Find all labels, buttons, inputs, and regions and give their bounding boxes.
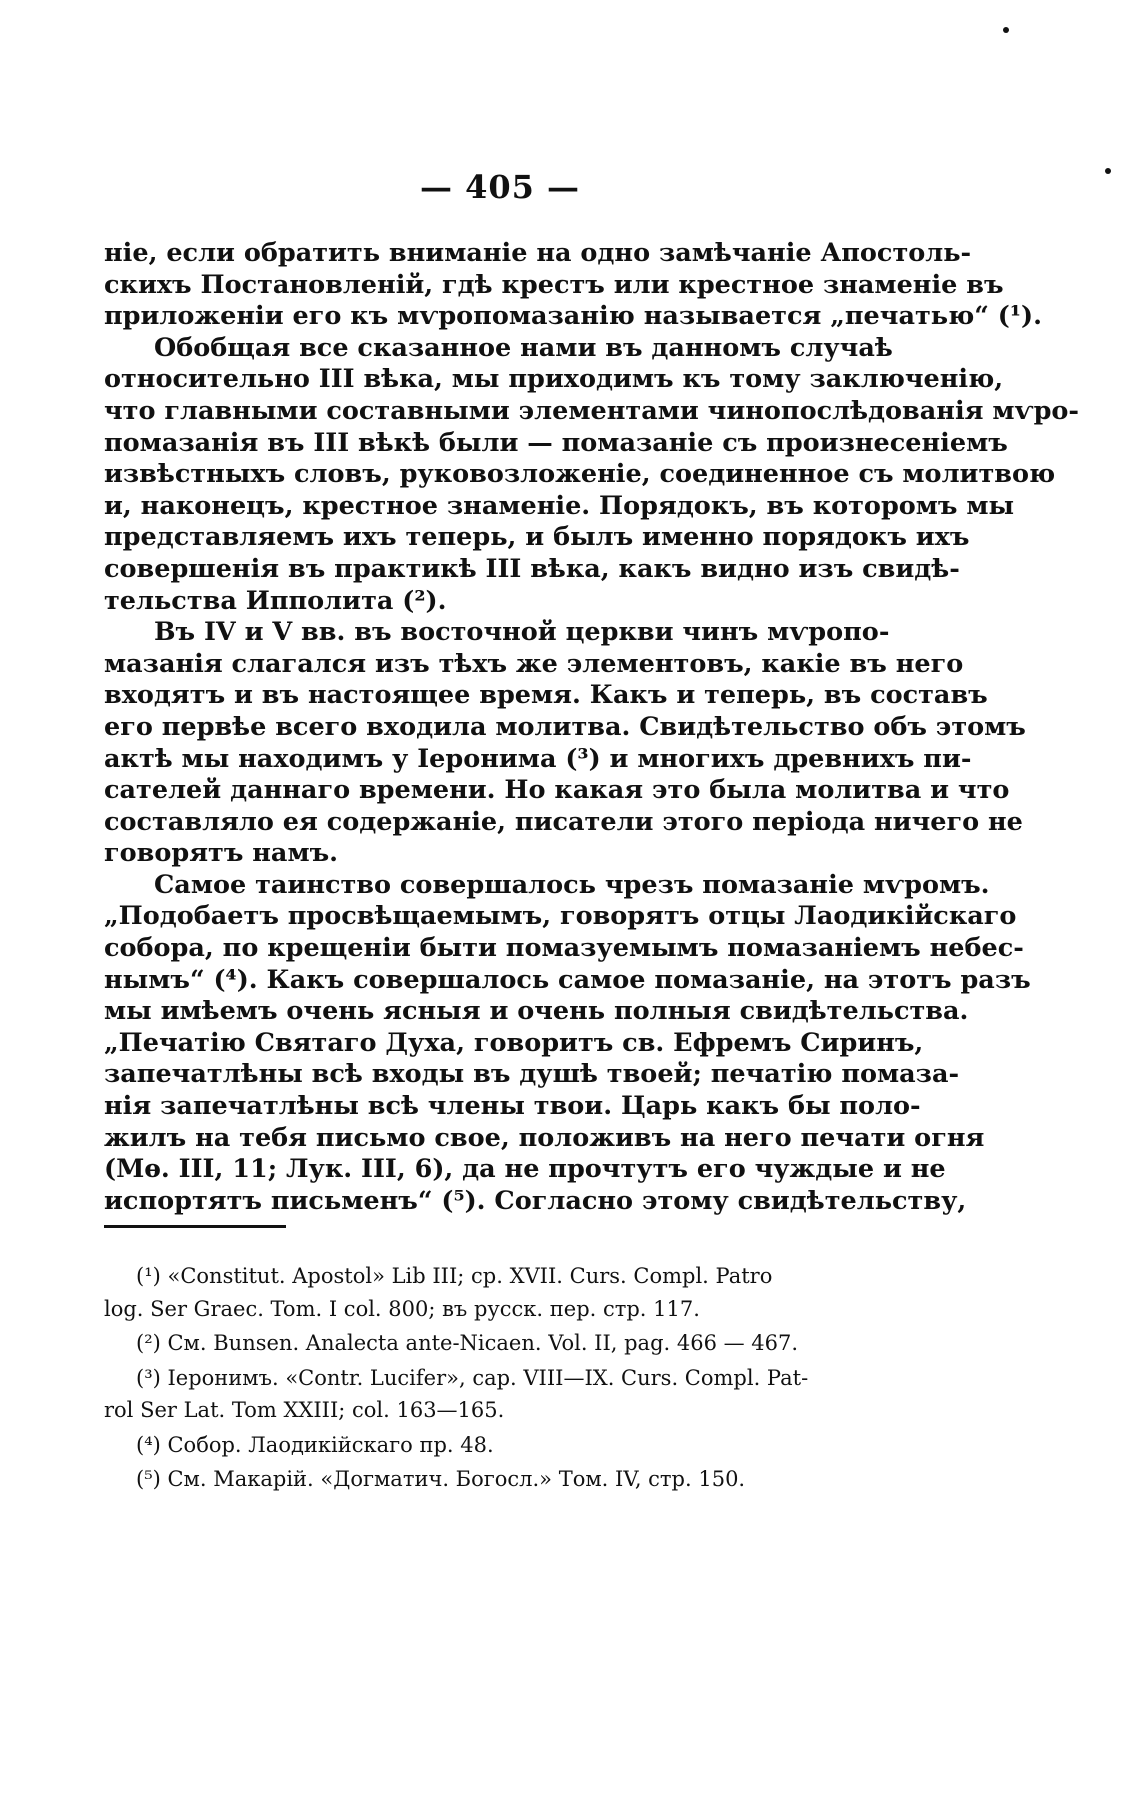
footnotes xyxy=(104,1260,882,1498)
text-line: составляло ея содержаніе, писатели этого періода ничего не xyxy=(104,806,1023,837)
text-line: сателей даннаго времени. Но какая это была молитва и что xyxy=(104,775,1010,806)
text-line: запечатлѣны всѣ входы въ душѣ твоей; печатію помаза- xyxy=(104,1059,960,1090)
footnote-line: (¹) «Constitut. Apostol» Lib III; cp. XVII. Curs. Compl. Patro xyxy=(136,1264,773,1288)
footnote-line: rol Ser Lat. Tom XXIII; col. 163—165. xyxy=(104,1398,505,1422)
footnote xyxy=(104,1463,882,1496)
text-line: жилъ на тебя письмо свое, положивъ на него печати огня xyxy=(104,1122,985,1153)
text-line: собора, по крещеніи быти помазуемымъ помазаніемъ небес- xyxy=(104,933,1024,964)
page-number: — 405 — xyxy=(419,168,581,206)
text-line: нымъ“ (⁴). Какъ совершалось самое помазаніе, на этотъ разъ xyxy=(104,964,1031,995)
text-line: Въ IV и V вв. въ восточной церкви чинъ мѵропо- xyxy=(154,617,890,648)
text-line: говорятъ намъ. xyxy=(104,838,339,869)
footnote-line: (²) См. Bunsen. Analecta ante-Nicaen. Vol. II, pag. 466 — 467. xyxy=(136,1331,799,1355)
footnote xyxy=(104,1362,882,1427)
footnote-separator xyxy=(104,1225,286,1228)
text-line: представляемъ ихъ теперь, и былъ именно порядокъ ихъ xyxy=(104,522,970,553)
paragraph xyxy=(104,332,1080,617)
footnote-line: (⁴) Собор. Лаодикійскаго пр. 48. xyxy=(136,1432,494,1457)
text-line: относительно III вѣка, мы приходимъ къ тому заключенію, xyxy=(104,364,1004,395)
text-line: мазанія слагался изъ тѣхъ же элементовъ, какіе въ него xyxy=(104,648,964,679)
text-line: и, наконецъ, крестное знаменіе. Порядокъ, въ которомъ мы xyxy=(104,490,1015,521)
paragraph xyxy=(104,238,1042,333)
text-line: приложеніи его къ мѵропомазанію называется „печатью“ (¹). xyxy=(104,301,1042,332)
text-line: „Печатію Святаго Духа, говоритъ св. Ефремъ Сиринъ, xyxy=(104,1027,924,1058)
text-line: извѣстныхъ словъ, руковозложеніе, соединенное съ молитвою xyxy=(104,459,1056,490)
text-line: помазанія въ III вѣкѣ были — помазаніе съ произнесеніемъ xyxy=(104,427,1008,458)
text-line: совершенія въ практикѣ III вѣка, какъ видно изъ свидѣ- xyxy=(104,553,960,584)
paragraph xyxy=(104,869,1031,1218)
footnote xyxy=(104,1327,882,1360)
footnote xyxy=(104,1429,882,1462)
footnote-line: (³) Іеронимъ. «Contr. Lucifer», cap. VIII—IX. Curs. Compl. Pat- xyxy=(136,1365,809,1390)
footnote-line: (⁵) См. Макарій. «Догматич. Богосл.» Том. IV, стр. 150. xyxy=(136,1467,746,1491)
text-line: испортятъ письменъ“ (⁵). Согласно этому свидѣтельству, xyxy=(104,1185,967,1216)
footnote-line: log. Ser Graec. Tom. I col. 800; въ русск. пер. стр. 117. xyxy=(104,1296,700,1321)
main-text xyxy=(104,238,1080,1217)
print-speck xyxy=(1105,168,1111,174)
footnote xyxy=(104,1260,882,1325)
text-line: что главными составными элементами чинопослѣдованія мѵро- xyxy=(104,395,1080,426)
text-line: его первѣе всего входила молитва. Свидѣтельство объ этомъ xyxy=(104,711,1026,742)
text-line: ніе, если обратить вниманіе на одно замѣчаніе Апостоль- xyxy=(104,238,972,268)
text-line: (Мѳ. III, 11; Лук. III, 6), да не прочтутъ его чуждые и не xyxy=(104,1154,946,1185)
text-line: актѣ мы находимъ у Іеронима (³) и многихъ древнихъ пи- xyxy=(104,743,972,774)
text-line: мы имѣемъ очень ясныя и очень полныя свидѣтельства. xyxy=(104,996,969,1027)
text-line: нія запечатлѣны всѣ члены твои. Царь какъ бы поло- xyxy=(104,1091,921,1122)
paragraph xyxy=(104,617,1026,870)
text-line: входятъ и въ настоящее время. Какъ и теперь, въ составъ xyxy=(104,680,988,711)
text-line: скихъ Постановленій, гдѣ крестъ или крестное знаменіе въ xyxy=(104,269,1004,300)
text-line: Самое таинство совершалось чрезъ помазаніе мѵромъ. xyxy=(154,869,990,900)
text-line: тельства Ипполита (²). xyxy=(104,585,447,616)
text-line: Обобщая все сказанное нами въ данномъ случаѣ xyxy=(154,332,893,363)
print-speck xyxy=(1003,27,1009,33)
text-line: „Подобаетъ просвѣщаемымъ, говорятъ отцы Лаодикійскаго xyxy=(104,901,1017,932)
